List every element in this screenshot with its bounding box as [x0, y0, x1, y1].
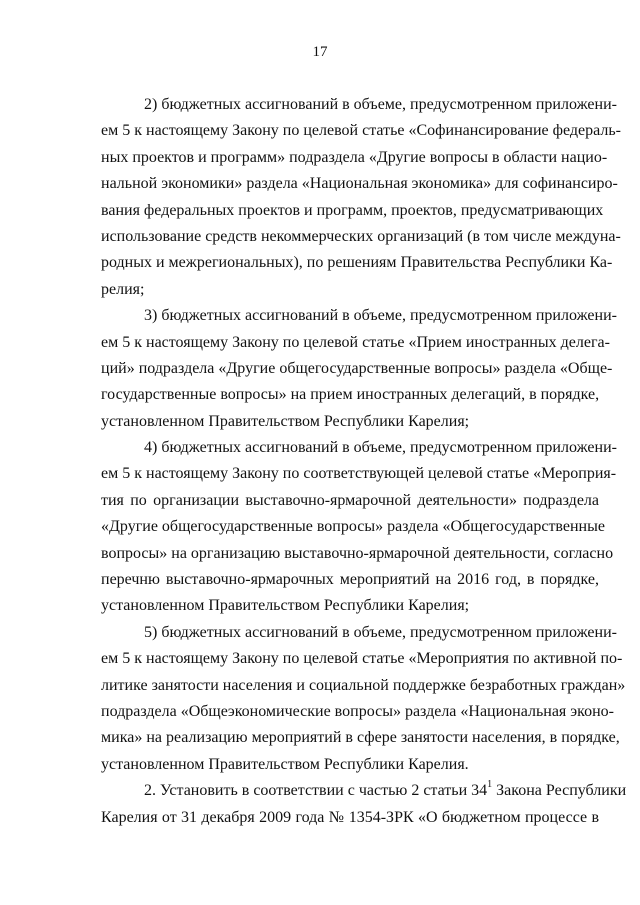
text-line: мика» на реализацию мероприятий в сфере занятости населения, в порядке, — [101, 729, 620, 747]
paragraph-item-3 — [101, 303, 617, 435]
text-line: «Другие общегосударственные вопросы» раздела «Общегосударственные — [101, 518, 605, 536]
page-number: 17 — [312, 44, 328, 60]
text-line: установленном Правительством Республики Карелия; — [101, 412, 470, 430]
section-2-text-before: 2. Установить в соответствии с частью 2 статьи 34 — [144, 782, 488, 800]
text-line: установленном Правительством Республики Карелия; — [101, 597, 470, 615]
text-line: ций» подраздела «Другие общегосударственные вопросы» раздела «Обще- — [101, 359, 613, 377]
text-line: перечню выставочно-ярмарочных мероприятий на 2016 год, в порядке, — [101, 571, 599, 589]
text-line: 3) бюджетных ассигнований в объеме, предусмотренном приложени- — [144, 307, 617, 325]
text-line: 2) бюджетных ассигнований в объеме, предусмотренном приложени- — [144, 96, 617, 113]
text-line: релия; — [101, 280, 145, 298]
text-line: нальной экономики» раздела «Национальная экономика» для софинансиро- — [101, 175, 618, 193]
text-line: литике занятости населения и социальной поддержке безработных граждан» — [101, 676, 626, 694]
text-line: использование средств некоммерческих организаций (в том числе междуна- — [101, 227, 621, 245]
text-line: государственные вопросы» на прием иностранных делегаций, в порядке, — [101, 386, 600, 404]
paragraph-item-2 — [101, 92, 621, 303]
section-2 — [101, 778, 627, 831]
section-2-text-after: Закона Республики — [492, 782, 627, 800]
text-line: вопросы» на организацию выставочно-ярмарочной деятельности, согласно — [101, 544, 614, 562]
text-line: вания федеральных проектов и программ, проектов, предусматривающих — [101, 201, 604, 219]
text-line: ем 5 к настоящему Закону по целевой статье «Прием иностранных делега- — [101, 333, 610, 351]
text-line: 5) бюджетных ассигнований в объеме, предусмотренном приложени- — [144, 623, 617, 641]
text-line: установленном Правительством Республики Карелия. — [101, 755, 469, 773]
text-line: ем 5 к настоящему Закону по соответствующей целевой статье «Мероприя- — [101, 465, 617, 483]
text-line: тия по организации выставочно-ярмарочной деятельности» подраздела — [101, 491, 599, 509]
text-line: подраздела «Общеэкономические вопросы» раздела «Национальная эконо- — [101, 702, 615, 720]
text-line — [101, 778, 627, 804]
text-line: ем 5 к настоящему Закону по целевой статье «Мероприятия по активной по- — [101, 650, 623, 668]
text-line: ных проектов и программ» подраздела «Другие вопросы в области нацио- — [101, 148, 608, 166]
text-line: ем 5 к настоящему Закону по целевой статье «Софинансирование федераль- — [101, 122, 621, 140]
paragraph-item-5 — [101, 620, 626, 778]
article-superscript: 1 — [487, 778, 493, 790]
text-line: родных и межрегиональных), по решениям Правительства Республики Ка- — [101, 254, 613, 272]
document-body — [101, 92, 627, 831]
text-line: 4) бюджетных ассигнований в объеме, предусмотренном приложени- — [144, 439, 617, 457]
text-line: Карелия от 31 декабря 2009 года № 1354-ЗРК «О бюджетном процессе в — [101, 808, 599, 826]
paragraph-item-4 — [101, 435, 617, 620]
